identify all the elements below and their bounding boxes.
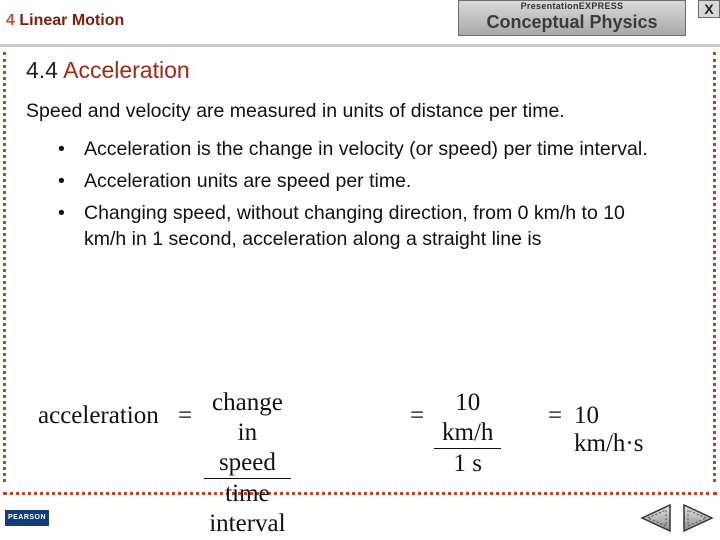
chapter-title	[6, 12, 124, 30]
brand-banner	[458, 0, 686, 36]
next-slide-button[interactable]	[680, 503, 714, 533]
bullet-text: Acceleration units are speed per time.	[84, 170, 412, 192]
frame-bottom-border	[3, 492, 717, 495]
pearson-logo: PEARSON	[5, 510, 49, 526]
equation-result: 10 km/h·s	[574, 402, 644, 457]
intro-text: Speed and velocity are measured in units of distance per time.	[26, 100, 565, 122]
chapter-title-text: Linear Motion	[19, 12, 125, 29]
bullet-glyph: •	[58, 202, 65, 224]
previous-slide-button[interactable]	[640, 503, 674, 533]
bullet-glyph: •	[58, 170, 65, 192]
bullet-item	[58, 168, 668, 194]
previous-arrow-icon	[640, 503, 674, 533]
equals-sign: =	[178, 402, 193, 429]
fraction-denominator: time interval	[209, 480, 286, 537]
header-rule	[0, 44, 720, 47]
section-title-text: Acceleration	[63, 57, 190, 83]
fraction-definition	[204, 388, 291, 539]
brand-top-text: PresentationEXPRESS	[520, 1, 624, 11]
section-number: 4.4	[26, 57, 58, 83]
bullet-list	[58, 136, 668, 258]
slide-header	[0, 0, 720, 46]
equation-lhs: acceleration	[38, 402, 159, 429]
equals-sign: =	[410, 402, 425, 429]
brand-main-text: Conceptual Physics	[486, 12, 658, 32]
fraction-numerator: change in speed	[204, 388, 291, 479]
fraction-denominator: 1 s	[453, 450, 482, 477]
bullet-glyph: •	[58, 138, 65, 160]
next-arrow-icon	[680, 503, 714, 533]
bullet-item	[58, 200, 668, 252]
frame-right-border	[713, 52, 716, 482]
section-title	[26, 57, 190, 84]
close-button[interactable]: X	[698, 0, 720, 18]
bullet-item	[58, 136, 668, 162]
bullet-text: Acceleration is the change in velocity (or speed) per time interval.	[84, 138, 648, 160]
bullet-text: Changing speed, without changing direction, from 0 km/h to 10 km/h in 1 second, acceleration along a straight line is	[84, 202, 625, 250]
frame-left-border	[3, 52, 6, 482]
fraction-numerator: 10 km/h	[434, 388, 501, 449]
chapter-number: 4	[6, 12, 15, 29]
equals-sign: =	[548, 402, 563, 429]
fraction-values	[434, 388, 501, 479]
